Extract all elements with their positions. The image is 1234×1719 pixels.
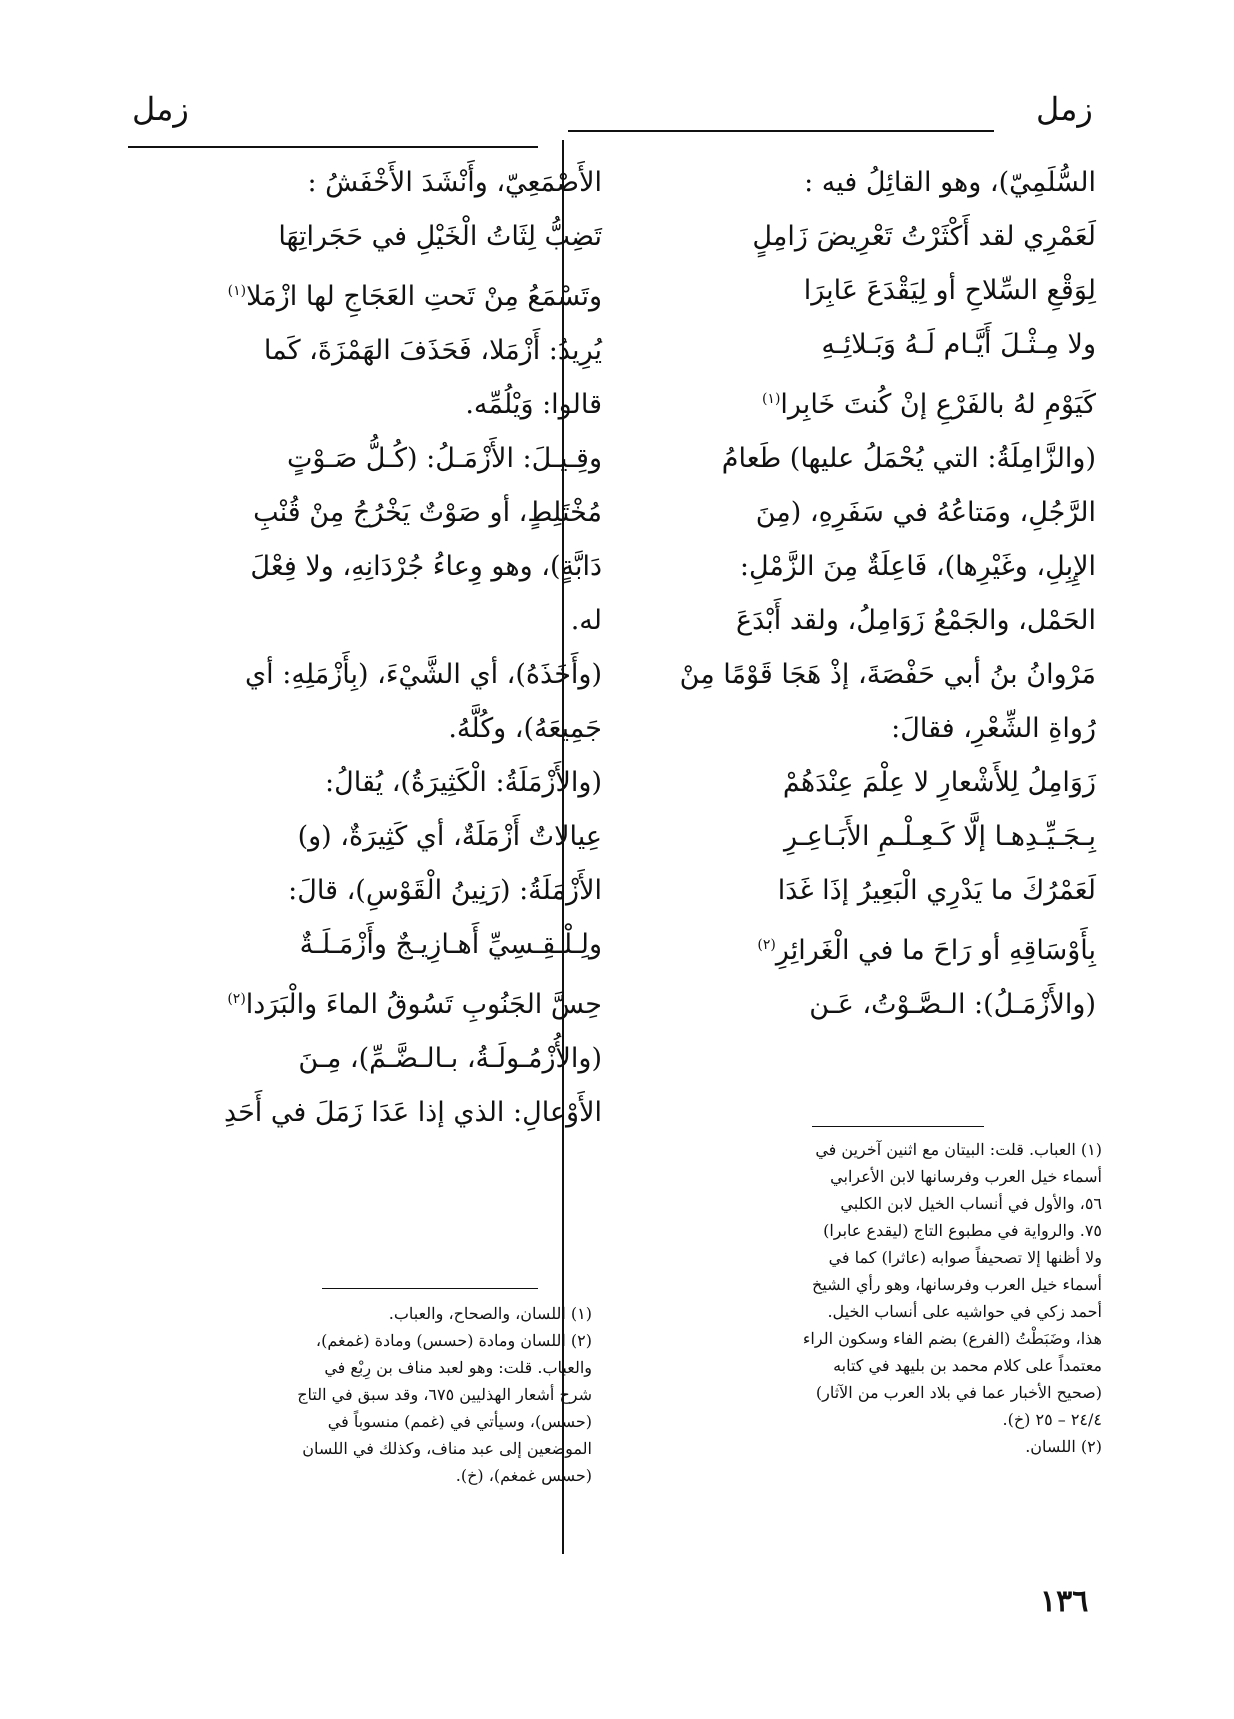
text-line-text: عِيالاتٌ أَزْمَلَةٌ، أي كَثِيرَةٌ، (و) [297,821,602,852]
text-line [134,594,602,648]
footnote-line [662,1352,1102,1379]
text-line-text: مَرْوانُ بنُ أبي حَفْصَةَ، إذْ هَجَا قَوْمًا مِنْ [679,659,1096,690]
text-line [134,486,602,540]
text-line [134,324,602,378]
text-line [622,978,1096,1032]
footnote-line [662,1298,1102,1325]
text-line [134,156,602,210]
footnote-rule-right [812,1126,984,1127]
text-line [622,372,1096,432]
footnote-line [662,1406,1102,1433]
text-line [134,264,602,324]
footnote-line-text: أسماء خيل العرب وفرسانها لابن الأعرابي [830,1167,1102,1186]
footnote-line-text: ٧٥. والرواية في مطبوع التاج (ليقدع عابرا) [823,1221,1102,1240]
footnote-line [662,1325,1102,1352]
footnote-line-text: معتمداً على كلام محمد بن بليهد في كتابه [833,1356,1102,1375]
text-line-text: تَضِبُّ لِثَاتُ الْخَيْلِ في حَجَراتِهَا [278,221,602,252]
text-line [134,864,602,918]
footnote-line [132,1354,592,1381]
text-line-text: جَمِيعَهُ)، وكُلَّهُ. [448,713,602,744]
running-header-left: زمل [132,90,189,128]
text-line [622,918,1096,978]
text-line-text: بِـجَـيِّـدِهـا إلَّا كَـعِـلْـمِ الأَبَـاعِـرِ [783,821,1096,852]
text-line-text: (والزَّامِلَةُ: التي يُحْمَلُ عليها) طَعامُ [721,443,1096,474]
text-line [134,756,602,810]
text-line-text: ولا مِـثْـلَ أَيَّـام لَـهُ وَبَـلائِـهِ [821,329,1096,360]
footnote-line [662,1433,1102,1460]
footnote-line [132,1381,592,1408]
text-line-text: (وأَخَذَهُ)، أي الشَّيْءَ، (بِأَزْمَلِهِ: أي [245,659,602,690]
text-line [134,648,602,702]
footnote-line-text: الموضعين إلى عبد مناف، وكذلك في اللسان [302,1439,592,1458]
footnote-marker: (٢) [757,937,776,953]
text-line [622,156,1096,210]
text-line-text: زَوَامِلُ لِلأَشْعارِ لا عِلْمَ عِنْدَهُمْ [782,767,1096,798]
footnote-line-text: (١) اللسان، والصحاح، والعباب. [388,1304,592,1323]
text-line [622,594,1096,648]
footnote-line-text: (٢) اللسان. [1025,1437,1102,1456]
footnote-rule-left [322,1288,538,1289]
footnote-line [132,1435,592,1462]
text-line-text: قالوا: وَيْلُمِّه. [465,389,602,420]
footnote-line [662,1217,1102,1244]
footnote-line-text: أسماء خيل العرب وفرسانها، وهو رأي الشيخ [811,1275,1102,1294]
text-line [134,1086,602,1140]
footnote-marker: (١) [227,283,247,299]
footnote-line [662,1163,1102,1190]
footnote-line-text: هذا، وضَبَطْتُ (الفرع) بضم الفاء وسكون الراء [802,1329,1102,1348]
footnote-line [662,1379,1102,1406]
text-line-text: الأَوْعالِ: الذي إذا عَدَا زَمَلَ في أَحَدِ [223,1097,602,1128]
footnote-line-text: ولا أظنها إلا تصحيفاً صوابه (عاثرا) كما في [828,1248,1102,1267]
page-number: ١٣٦ [1040,1584,1089,1619]
footnote-line-text: ٥٦، والأول في أنساب الخيل لابن الكلبي [840,1194,1102,1213]
footnote-marker: (٢) [227,991,246,1007]
text-line [134,378,602,432]
text-line [622,864,1096,918]
text-line-text: الحَمْل، والجَمْعُ زَوَامِلُ، ولقد أَبْدَعَ [735,605,1096,636]
footnote-marker: (١) [761,391,781,407]
text-line [134,918,602,972]
footnote-line-text: (٢) اللسان ومادة (حسس) ومادة (غمغم)، [315,1331,592,1350]
text-line-text: الأَزْمَلَةُ: (رَنِينُ الْقَوْسِ)، قالَ: [288,875,602,906]
text-line [134,702,602,756]
running-header-right: زمل [1036,90,1093,128]
header-rule-left [128,146,538,148]
text-line-text: كَيَوْمِ لهُ بالفَرْعِ إنْ كُنتَ خَابِرا [780,389,1096,420]
header-rule-right [568,130,994,132]
footnote-line [662,1271,1102,1298]
text-line-text: الإِبِلِ، وغَيْرِها)، فَاعِلَةٌ مِنَ الزَّمْلِ: [739,551,1096,582]
right-text-column [622,156,1096,1032]
text-line-text: لِوَقْعِ السِّلاحِ أو لِيَقْدَعَ عَابِرَا [803,275,1096,306]
footnote-line [132,1300,592,1327]
footnote-line-text: والعباب. قلت: وهو لعبد مناف بن رِبْع في [324,1358,592,1377]
text-line-text: وتَسْمَعُ مِنْ تَحتِ العَجَاجِ لها ازْمَلا [246,281,602,312]
right-footnotes [662,1136,1102,1460]
text-line [134,1032,602,1086]
text-line-text: (والأَزْمَلَةُ: الْكَثِيرَةُ)، يُقالُ: [325,767,602,798]
text-line [622,810,1096,864]
footnote-line [662,1190,1102,1217]
text-line-text: السُّلَمِيّ)، وهو القائِلُ فيه : [804,167,1096,198]
text-line-text: رُواةِ الشِّعْرِ، فقالَ: [891,713,1096,744]
text-line [622,648,1096,702]
text-line [622,210,1096,264]
text-line-text: بِأَوْسَاقِهِ أو رَاحَ ما في الْغَرائِرِ [775,935,1096,966]
text-line [134,540,602,594]
left-footnotes [132,1300,592,1489]
footnote-line-text: (حسس غمغم)، (خ). [455,1466,592,1485]
footnote-line [662,1136,1102,1163]
footnote-line [132,1408,592,1435]
text-line-text: وقِـيـلَ: الأَزْمَـلُ: (كُـلُّ صَـوْتٍ [286,443,602,474]
text-line-text: الرَّجُلِ، ومَتاعُهُ في سَفَرِهِ، (مِنَ [755,497,1096,528]
text-line-text: (والأَزْمَـلُ): الـصَّـوْتُ، عَـن [809,989,1096,1020]
footnote-line-text: (صحيح الأخبار عما في بلاد العرب من الآثار) [815,1383,1102,1402]
text-line [622,318,1096,372]
footnote-line-text: (حسس)، وسيأتي في (غمم) منسوباً في [327,1412,592,1431]
text-line [622,756,1096,810]
text-line-text: مُخْتَلِطٍ، أو صَوْتٌ يَخْرُجُ مِنْ قُنْبِ [253,497,602,528]
text-line-text: حِسَّ الجَنُوبِ تَسُوقُ الماءَ والْبَرَدا [245,989,602,1020]
text-line [134,210,602,264]
text-line [622,540,1096,594]
text-line-text: يُرِيدُ: أَزْمَلا، فَحَذَفَ الهَمْزَةَ، كَما [263,335,602,366]
text-line-text: لَعَمْرُكَ ما يَدْرِي الْبَعِيرُ إذَا غَدَا [777,875,1096,906]
text-line [622,432,1096,486]
text-line-text: (والأُزْمُـولَـةُ، بـالـضَّـمِّ)، مِـنَ [298,1043,602,1074]
text-line-text: له. [570,605,602,636]
text-line-text: لَعَمْرِي لقد أَكْثَرْتُ تَعْرِيضَ زَامِلٍ [752,221,1096,252]
text-line-text: ولِـلْـقِـسِيِّ أَهـازِيـجٌ وأَزْمَـلَـةٌ [299,929,602,960]
text-line [622,702,1096,756]
text-line [134,810,602,864]
footnote-line-text: ٢٤/٤ – ٢٥ (خ). [1002,1410,1102,1429]
left-text-column [134,156,602,1140]
footnote-line-text: أحمد زكي في حواشيه على أنساب الخيل. [827,1302,1102,1321]
text-line-text: الأَصْمَعِيّ، وأَنْشَدَ الأَخْفَشُ : [307,167,602,198]
text-line [622,264,1096,318]
text-line [134,432,602,486]
footnote-line [132,1462,592,1489]
text-line [134,972,602,1032]
text-line-text: دَابَّةٍ)، وهو وِعاءُ جُرْدَانِهِ، ولا فِعْلَ [250,551,602,582]
footnote-line-text: شرح أشعار الهذليين ٦٧٥، وقد سبق في التاج [297,1385,592,1404]
footnote-line [662,1244,1102,1271]
footnote-line-text: (١) العباب. قلت: البيتان مع اثنين آخرين في [815,1140,1102,1159]
footnote-line [132,1327,592,1354]
text-line [622,486,1096,540]
